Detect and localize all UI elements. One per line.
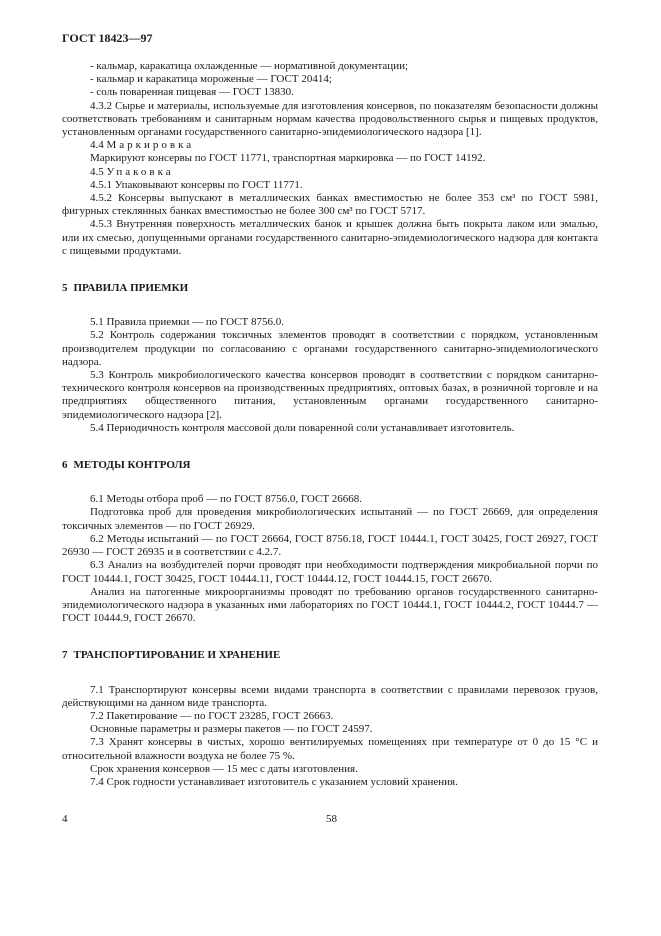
paragraph-6-2: 6.2 Методы испытаний — по ГОСТ 26664, ГОСТ 8756.18, ГОСТ 10444.1, ГОСТ 30425, ГОСТ 26927, ГОСТ 26930 — ГОСТ 26935 и в соответствии с 4.2.7. — [62, 532, 598, 559]
paragraph-5-4: 5.4 Периодичность контроля массовой доли поваренной соли устанавливает изготовитель. — [90, 421, 515, 434]
paragraph-4-3-2: 4.3.2 Сырье и материалы, используемые для изготовления консервов, по показателям безопасности должны соответствовать требованиям и санитарным нормам качества продовольственного сырья и пищевых продуктов, установленным органами государственного санитарно-эпидемиологического надзора [1]. — [62, 99, 598, 139]
section-heading-7 — [62, 649, 598, 662]
paragraph-7-2: 7.2 Пакетирование — по ГОСТ 23285, ГОСТ 26663. — [90, 709, 334, 722]
section-title: МЕТОДЫ КОНТРОЛЯ — [73, 459, 191, 472]
paragraph-4-5-1: 4.5.1 Упаковывают консервы по ГОСТ 11771. — [90, 178, 303, 191]
list-item: - кальмар, каракатица охлажденные — нормативной документации; — [90, 60, 409, 72]
paragraph-5-2: 5.2 Контроль содержания токсичных элементов проводят в соответствии с порядком, установленным производителем продукции по согласованию с органами государственного санитарно-эпидемиологического надзора. — [62, 329, 598, 368]
section-number: 7 — [62, 649, 68, 662]
section-number: 6 — [62, 459, 68, 472]
paragraph-7-2-b: Основные параметры и размеры пакетов — по ГОСТ 24597. — [90, 723, 373, 736]
section-heading-5 — [62, 282, 598, 295]
paragraph-6-3: 6.3 Анализ на возбудителей порчи проводят при необходимости подтверждения микробиальной порчи по ГОСТ 10444.1, ГОСТ 30425, ГОСТ 10444.11, ГОСТ 10444.12, ГОСТ 10444.15, ГОСТ 26670. — [62, 559, 598, 585]
paragraph-6-1-b: Подготовка проб для проведения микробиологических испытаний — по ГОСТ 26669, для определения токсичных элементов — по ГОСТ 26929. — [62, 506, 598, 532]
list-item: - соль поваренная пищевая — ГОСТ 13830. — [90, 86, 294, 99]
paragraph-6-3-b: Анализ на патогенные микроорганизмы проводят по требованию органов государственного санитарно-эпидемиологического надзора в указанных ими лабораториях по ГОСТ 10444.1, ГОСТ 10444.2, ГОСТ 10444.7 — ГОСТ 10444.9, ГОСТ 26670. — [62, 585, 598, 625]
paragraph-7-4: 7.4 Срок годности устанавливает изготовитель с указанием условий хранения. — [90, 775, 458, 788]
paragraph-6-1: 6.1 Методы отбора проб — по ГОСТ 8756.0, ГОСТ 26668. — [90, 493, 363, 506]
list-item: - кальмар и каракатица мороженые — ГОСТ 20414; — [90, 73, 332, 86]
document-header: ГОСТ 18423—97 — [62, 31, 153, 45]
paragraph-5-3: 5.3 Контроль микробиологического качества консервов проводят в соответствии с порядком санитарно-технического контроля консервов на производственных предприятиях, оптовых базах, в розничной торговле и на предприятиях общественного питания, установленным органами государственного санитарно-эпидемиологического надзора [2]. — [62, 369, 598, 421]
section-number: 5 — [62, 282, 68, 295]
paragraph-7-1: 7.1 Транспортируют консервы всеми видами транспорта в соответствии с правилами перевозок грузов, действующими на данном виде транспорта. — [62, 683, 598, 709]
subsection-number: 4.5 — [90, 165, 104, 178]
paragraph-4-5-2: 4.5.2 Консервы выпускают в металлических банках вместимостью не более 353 см³ по ГОСТ 5981, фигурных стеклянных банках вместимостью не более 300 см³ по ГОСТ 5717. — [62, 192, 598, 218]
section-heading-6 — [62, 459, 598, 472]
subsection-number: 4.4 — [90, 139, 104, 152]
section-title: ТРАНСПОРТИРОВАНИЕ И ХРАНЕНИЕ — [73, 649, 281, 662]
document-body — [62, 60, 598, 789]
paragraph-7-3: 7.3 Хранят консервы в чистых, хорошо вентилируемых помещениях при температуре от 0 до 15 °С и относительной влажности воздуха не более 75 %. — [62, 736, 598, 762]
subsection-title: Маркировка — [106, 139, 195, 152]
paragraph-5-1: 5.1 Правила приемки — по ГОСТ 8756.0. — [90, 316, 284, 329]
subsection-heading-4-4 — [62, 139, 598, 152]
subsection-heading-4-5 — [62, 166, 598, 179]
subsection-title: Упаковка — [106, 165, 174, 178]
section-title: ПРАВИЛА ПРИЕМКИ — [73, 282, 189, 295]
page-number-left: 4 — [62, 813, 68, 825]
page-number-center: 58 — [326, 813, 337, 825]
paragraph-7-3-b: Срок хранения консервов — 15 мес с даты изготовления. — [90, 762, 358, 775]
paragraph-4-4: Маркируют консервы по ГОСТ 11771, транспортная маркировка — по ГОСТ 14192. — [90, 152, 486, 165]
paragraph-4-5-3: 4.5.3 Внутренняя поверхность металлических банок и крышек должна быть покрыта лаком или эмалью, или их смесью, допущенными органами государственного санитарно-эпидемиологического надзора для контакта с пищевыми продуктами. — [62, 218, 598, 257]
